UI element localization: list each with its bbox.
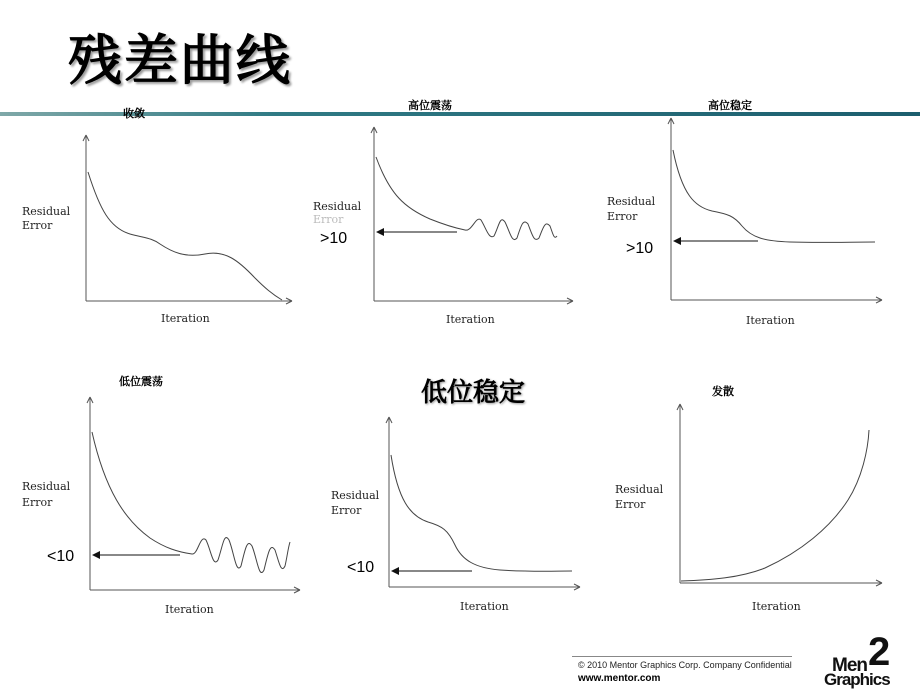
plot-title: 发散	[712, 385, 734, 398]
footer-url: www.mentor.com	[578, 673, 661, 684]
x-axis-label: Iteration	[161, 312, 210, 325]
x-axis-label: Iteration	[746, 314, 795, 327]
plot-low-oscillation	[22, 374, 300, 616]
residual-curve	[92, 432, 290, 573]
plot-title: 高位震荡	[408, 99, 452, 112]
x-axis-label: Iteration	[446, 313, 495, 326]
plot-title: 低位稳定	[421, 378, 526, 408]
threshold-label: >10	[320, 230, 348, 247]
y-axis-label: Error	[615, 498, 646, 511]
logo-text: Graphics	[824, 670, 890, 689]
x-axis-label: Iteration	[460, 600, 509, 613]
y-axis-label: Residual	[22, 205, 71, 218]
footer-copyright: © 2010 Mentor Graphics Corp. Company Confidential	[578, 660, 792, 670]
plot-high-stable	[607, 98, 882, 327]
y-axis-label: Residual	[331, 489, 380, 502]
plot-divergence	[615, 384, 882, 613]
logo-text: Men	[832, 655, 867, 676]
y-axis-label: Error	[22, 496, 53, 509]
footer-divider	[572, 656, 792, 657]
x-axis-label: Iteration	[165, 603, 214, 616]
threshold-label: <10	[47, 548, 75, 565]
plot-title: 低位震荡	[119, 375, 163, 388]
page-number: 2	[868, 630, 891, 674]
y-axis-label: Error	[22, 219, 53, 232]
residual-curve	[673, 150, 875, 242]
y-axis-label: Residual	[22, 480, 71, 493]
y-axis-label: Error	[331, 504, 362, 517]
x-axis-label: Iteration	[752, 600, 801, 613]
plot-convergence	[22, 106, 292, 325]
residual-curve	[391, 455, 572, 571]
y-axis-label: Error	[313, 213, 344, 226]
plot-title: 高位稳定	[708, 99, 752, 112]
threshold-label: >10	[626, 240, 654, 257]
residual-curve	[88, 172, 282, 300]
y-axis-label: Residual	[615, 483, 664, 496]
threshold-label: <10	[347, 559, 375, 576]
plot-high-oscillation	[313, 98, 573, 326]
slide-title: 残差曲线	[68, 29, 292, 92]
y-axis-label: Error	[607, 210, 638, 223]
y-axis-label: Residual	[313, 200, 362, 213]
plot-title: 收敛	[123, 107, 145, 120]
y-axis-label: Residual	[607, 195, 656, 208]
plot-low-stable	[331, 377, 580, 613]
residual-curve	[376, 157, 557, 240]
residual-curve	[681, 430, 869, 581]
